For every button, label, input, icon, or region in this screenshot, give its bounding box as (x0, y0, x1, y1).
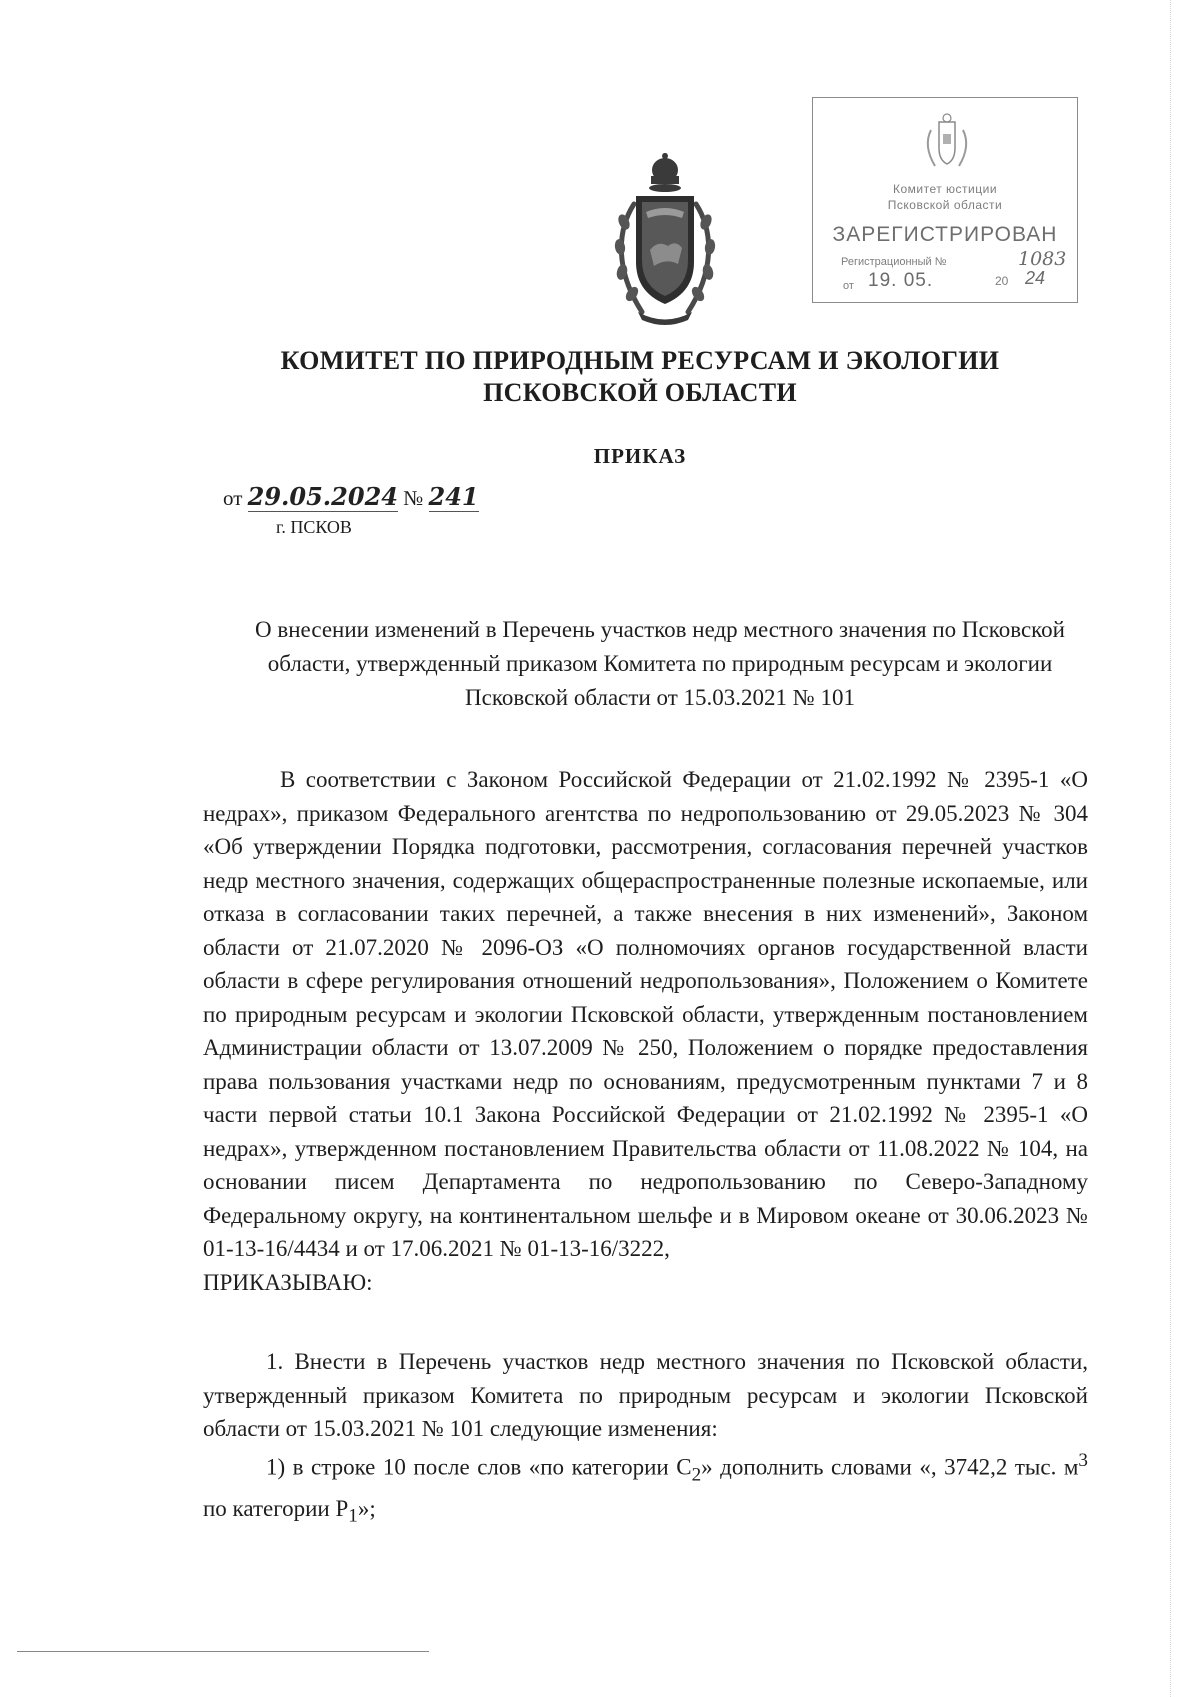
stamp-reg-number: 1083 (1018, 248, 1067, 270)
footer-rule (17, 1651, 429, 1652)
subitem-1-text-end: »; (357, 1495, 376, 1521)
order-from-label: от (223, 486, 243, 510)
stamp-year-suffix: 24 (1025, 268, 1046, 288)
order-date-number (223, 482, 479, 512)
order-command: ПРИКАЗЫВАЮ: (203, 1269, 373, 1295)
order-subject: О внесении изменений в Перечень участков недр местного значения по Псковской области, утвержденный приказом Комитета по природным ресурсам и экологии Псковской области от 15.03.2021 № 101 (255, 617, 1065, 710)
subitem-1-text-start: 1) в строке 10 после слов «по категории C (266, 1454, 692, 1480)
preamble-paragraph: В соответствии с Законом Российской Федерации от 21.02.1992 № 2395-1 «О недрах», приказом Федерального агентства по недропользованию от 29.05.2023 № 304 «Об утверждении Порядка подготовки, рассмотрения, согласования перечней участков недр местного значения, содержащих общераспространенные полезные ископаемые, или отказа в согласовании таких перечней, а также внесения в них изменений», Законом области от 21.07.2020 № 2096-ОЗ «О полномочиях органов государственной власти области в сфере регулирования отношений недропользования», Положением о Комитете по природным ресурсам и экологии Псковской области, утвержденным постановлением Администрации области от 13.07.2009 № 250, Положением о порядке предоставления права пользования участками недр по основаниям, предусмотренным пунктами 7 и 8 части первой статьи 10.1 Закона Российской Федерации от 21.02.1992 № 2395-1 «О недрах», утвержденном постановлением Правительства области от 11.08.2022 № 104, на основании писем Департамента по недропользованию по Северо-Западному Федеральному округу, на континентальном шельфе и в Мировом океане от 30.06.2023 № 01-13-16/4434 и от 17.06.2021 № 01-13-16/3222, (203, 767, 1088, 1261)
stamp-from-label: от (843, 280, 854, 292)
registration-stamp (812, 97, 1078, 303)
item-1-block (203, 1345, 1088, 1446)
stamp-year-prefix: 20 (995, 274, 1009, 288)
coat-of-arms-emblem (612, 152, 718, 327)
scan-edge (1170, 0, 1171, 1697)
organization-name-line2: ПСКОВСКОЙ ОБЛАСТИ (483, 378, 797, 407)
subitem-1-subscript: 2 (691, 1464, 702, 1486)
document-type: ПРИКАЗ (593, 444, 687, 468)
subitem-1-superscript: 3 (1078, 1450, 1088, 1471)
subitem-1-text-mid: » дополнить словами «, 3742,2 тыс. м (701, 1454, 1079, 1480)
order-city: г. ПСКОВ (276, 517, 352, 537)
item-1-paragraph: 1. Внести в Перечень участков недр местного значения по Псковской области, утвержденный приказом Комитета по природным ресурсам и экологии Псковской области от 15.03.2021 № 101 следующие изменения: (203, 1349, 1088, 1441)
subitem-1-paragraph (203, 1444, 1088, 1533)
stamp-issuer-line1: Комитет юстиции (892, 182, 998, 196)
stamp-date: 19. 05. (868, 270, 934, 291)
preamble-block (203, 763, 1088, 1299)
stamp-reg-label: Регистрационный № (841, 256, 947, 268)
order-number-label: № (403, 486, 424, 510)
stamp-status: ЗАРЕГИСТРИРОВАН (832, 223, 1058, 246)
subitem-1-text-mid2: по категории P (203, 1495, 349, 1521)
stamp-issuer-line2: Псковской области (887, 198, 1003, 212)
order-date: 29.05.2024 (247, 482, 398, 511)
organization-name-line1: КОМИТЕТ ПО ПРИРОДНЫМ РЕСУРСАМ И ЭКОЛОГИИ (280, 346, 1000, 375)
subitem-1-subscript-2: 1 (348, 1505, 358, 1527)
stamp-emblem-icon (917, 112, 977, 172)
subitem-1-block (203, 1444, 1088, 1533)
order-number: 241 (428, 482, 479, 511)
